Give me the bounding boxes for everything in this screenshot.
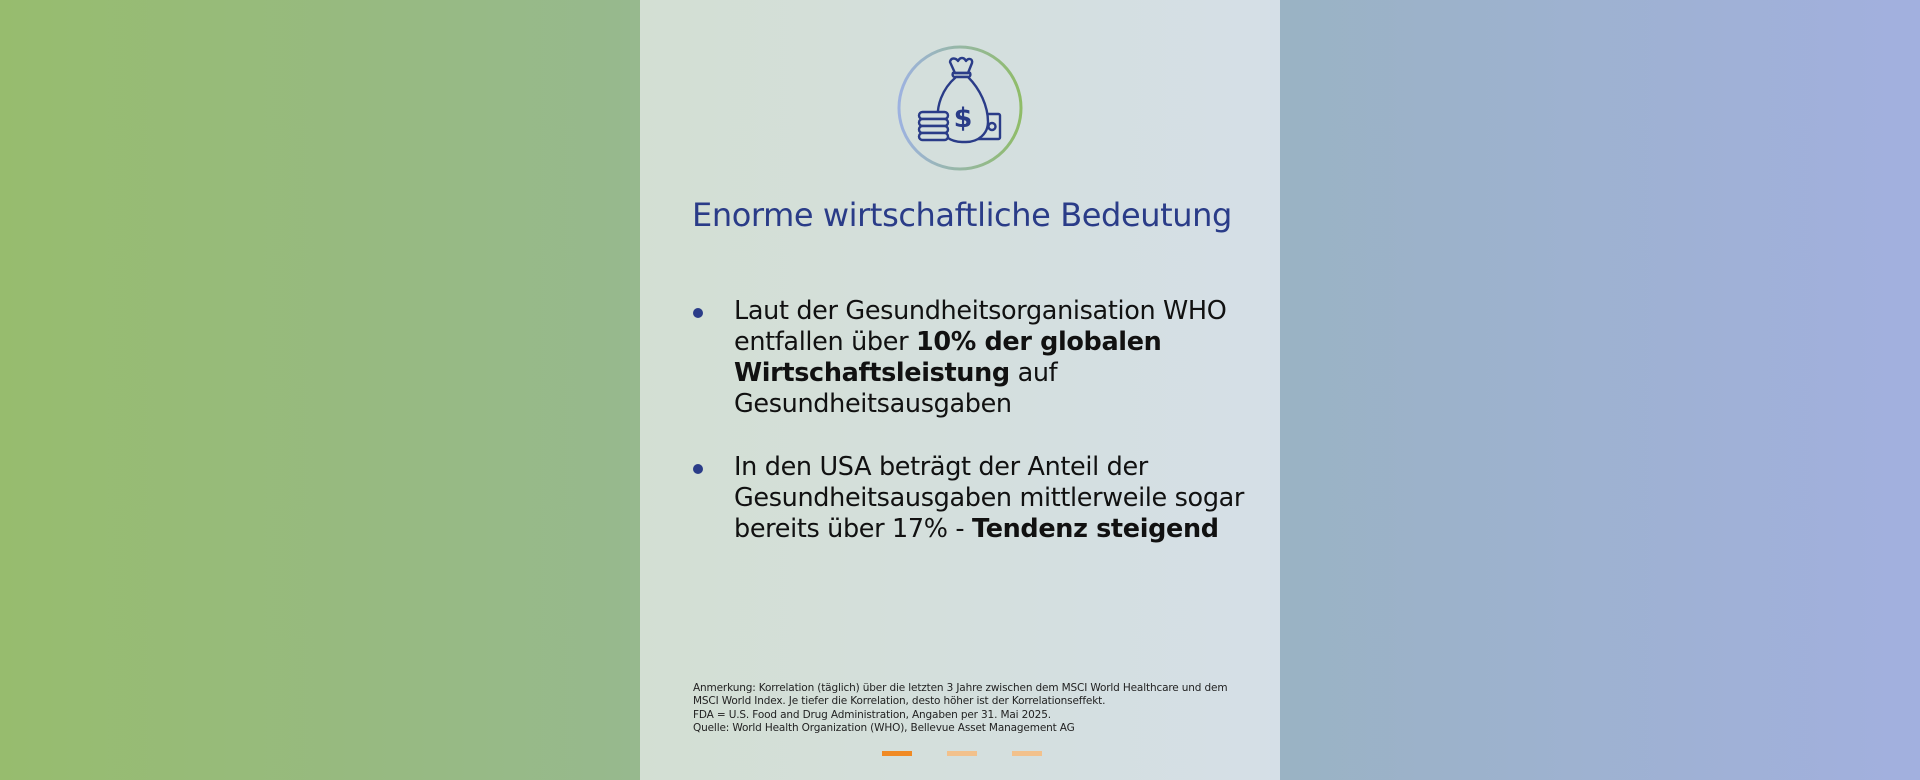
bullet-highlight: Tendenz steigend <box>972 514 1219 544</box>
bullet-highlight: 10% der globalen Wirtschaftsleistung <box>734 327 1162 388</box>
bullet-item-who <box>692 296 1252 420</box>
footnote-line: FDA = U.S. Food and Drug Administration, Angaben per 31. Mai 2025. <box>693 708 1051 721</box>
bullet-list <box>692 296 1252 545</box>
slide-panel <box>640 0 1280 780</box>
slide-pager <box>882 751 1042 757</box>
pager-dot-2[interactable] <box>947 751 977 756</box>
money-bag-icon <box>896 44 1024 172</box>
pager-dot-3[interactable] <box>1012 751 1042 756</box>
svg-text:$: $ <box>953 103 973 134</box>
bullet-item-usa <box>692 452 1252 545</box>
page-title: Enorme wirtschaftliche Bedeutung <box>692 196 1232 234</box>
bullet-dot <box>693 464 703 474</box>
footnote-line: MSCI World Index. Je tiefer die Korrelation, desto höher ist der Korrelationseffekt. <box>693 695 1106 708</box>
pager-dot-1[interactable] <box>882 751 912 756</box>
bullet-dot <box>693 308 703 318</box>
footnotes <box>693 682 1233 735</box>
bullet-text: In den USA beträgt der Anteil der Gesundheitsausgaben mittlerweile sogar bereits über 17% - <box>734 452 1245 544</box>
bullet-text: Laut der Gesundheitsorganisation WHO entfallen über <box>734 296 1227 357</box>
bullet-text: auf Gesundheitsausgaben <box>734 358 1058 419</box>
footnote-source: Quelle: World Health Organization (WHO), Bellevue Asset Management AG <box>693 721 1075 734</box>
footnote-line: Anmerkung: Korrelation (täglich) über die letzten 3 Jahre zwischen dem MSCI World Healthcare und dem <box>693 682 1228 694</box>
